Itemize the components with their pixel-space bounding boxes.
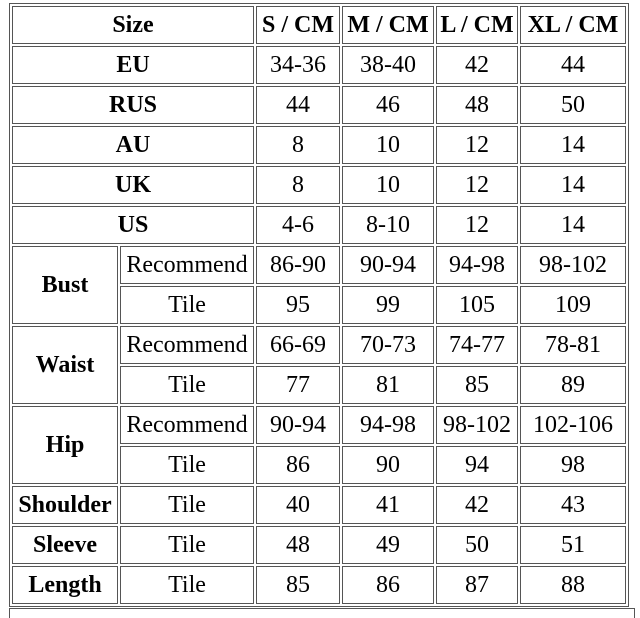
cell-xl: 98 xyxy=(520,446,626,484)
header-xl: XL / CM xyxy=(520,6,626,44)
row-sleeve xyxy=(12,526,626,564)
sub-label: Recommend xyxy=(120,406,254,444)
cell-m: 38-40 xyxy=(342,46,434,84)
size-chart-table xyxy=(9,3,629,607)
row-label: UK xyxy=(12,166,254,204)
cell-m: 70-73 xyxy=(342,326,434,364)
cell-s: 8 xyxy=(256,126,340,164)
cell-s: 44 xyxy=(256,86,340,124)
row-label: RUS xyxy=(12,86,254,124)
cell-xl: 14 xyxy=(520,206,626,244)
row-hip-recommend xyxy=(12,406,626,444)
cell-m: 81 xyxy=(342,366,434,404)
cell-l: 42 xyxy=(436,46,518,84)
cell-s: 4-6 xyxy=(256,206,340,244)
sub-label: Tile xyxy=(120,286,254,324)
cell-s: 8 xyxy=(256,166,340,204)
cell-xl: 102-106 xyxy=(520,406,626,444)
sub-label: Tile xyxy=(120,486,254,524)
row-shoulder xyxy=(12,486,626,524)
cell-l: 12 xyxy=(436,166,518,204)
row-waist-recommend xyxy=(12,326,626,364)
cell-l: 94 xyxy=(436,446,518,484)
sub-label: Tile xyxy=(120,566,254,604)
row-eu xyxy=(12,46,626,84)
sub-label: Tile xyxy=(120,366,254,404)
row-rus xyxy=(12,86,626,124)
header-m: M / CM xyxy=(342,6,434,44)
sub-label: Tile xyxy=(120,446,254,484)
cell-m: 10 xyxy=(342,126,434,164)
cell-m: 94-98 xyxy=(342,406,434,444)
cell-m: 90-94 xyxy=(342,246,434,284)
row-us xyxy=(12,206,626,244)
cell-s: 86-90 xyxy=(256,246,340,284)
header-l: L / CM xyxy=(436,6,518,44)
cell-xl: 98-102 xyxy=(520,246,626,284)
row-length xyxy=(12,566,626,604)
cell-l: 42 xyxy=(436,486,518,524)
row-label: Shoulder xyxy=(12,486,118,524)
row-label: Sleeve xyxy=(12,526,118,564)
cell-xl: 43 xyxy=(520,486,626,524)
cell-s: 40 xyxy=(256,486,340,524)
cell-s: 48 xyxy=(256,526,340,564)
group-label-hip: Hip xyxy=(12,406,118,484)
group-label-bust: Bust xyxy=(12,246,118,324)
cell-xl: 88 xyxy=(520,566,626,604)
cell-m: 8-10 xyxy=(342,206,434,244)
header-row xyxy=(12,6,626,44)
cell-m: 10 xyxy=(342,166,434,204)
cell-s: 66-69 xyxy=(256,326,340,364)
cell-l: 74-77 xyxy=(436,326,518,364)
cell-xl: 44 xyxy=(520,46,626,84)
cell-l: 87 xyxy=(436,566,518,604)
cell-l: 85 xyxy=(436,366,518,404)
cell-m: 41 xyxy=(342,486,434,524)
cell-xl: 78-81 xyxy=(520,326,626,364)
cell-s: 77 xyxy=(256,366,340,404)
cell-xl: 50 xyxy=(520,86,626,124)
cell-m: 99 xyxy=(342,286,434,324)
cell-xl: 14 xyxy=(520,166,626,204)
sub-label: Recommend xyxy=(120,326,254,364)
cell-l: 105 xyxy=(436,286,518,324)
cell-l: 12 xyxy=(436,126,518,164)
header-size: Size xyxy=(12,6,254,44)
row-au xyxy=(12,126,626,164)
row-bust-recommend xyxy=(12,246,626,284)
cell-xl: 109 xyxy=(520,286,626,324)
row-label: EU xyxy=(12,46,254,84)
cell-s: 34-36 xyxy=(256,46,340,84)
cell-m: 90 xyxy=(342,446,434,484)
cell-l: 50 xyxy=(436,526,518,564)
cell-l: 98-102 xyxy=(436,406,518,444)
cell-l: 94-98 xyxy=(436,246,518,284)
cell-xl: 14 xyxy=(520,126,626,164)
sub-label: Tile xyxy=(120,526,254,564)
sub-label: Recommend xyxy=(120,246,254,284)
cell-xl: 51 xyxy=(520,526,626,564)
cell-s: 85 xyxy=(256,566,340,604)
row-label: US xyxy=(12,206,254,244)
cell-s: 90-94 xyxy=(256,406,340,444)
cell-s: 95 xyxy=(256,286,340,324)
cell-s: 86 xyxy=(256,446,340,484)
group-label-waist: Waist xyxy=(12,326,118,404)
cell-m: 46 xyxy=(342,86,434,124)
cell-l: 48 xyxy=(436,86,518,124)
row-label: AU xyxy=(12,126,254,164)
row-label: Length xyxy=(12,566,118,604)
cell-xl: 89 xyxy=(520,366,626,404)
cell-m: 49 xyxy=(342,526,434,564)
header-s: S / CM xyxy=(256,6,340,44)
cell-m: 86 xyxy=(342,566,434,604)
cell-l: 12 xyxy=(436,206,518,244)
row-uk xyxy=(12,166,626,204)
